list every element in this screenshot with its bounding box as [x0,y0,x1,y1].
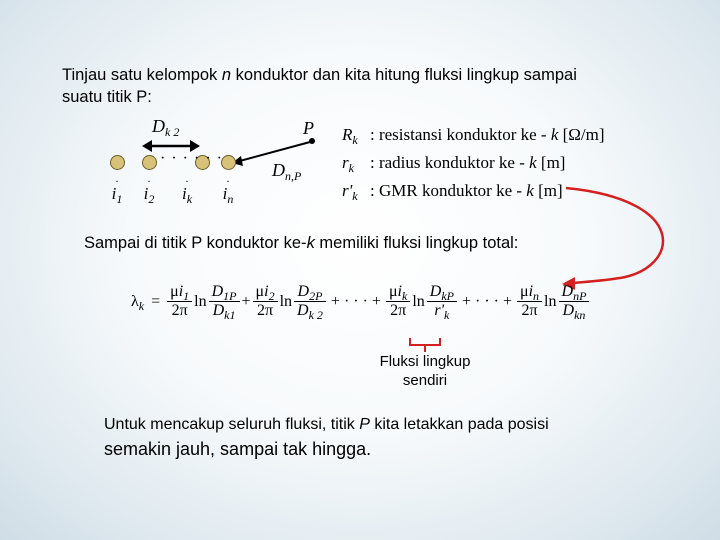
label-dk2: $D_{k 2}$ [152,116,180,139]
statement-text: Sampai di titik P konduktor ke-k memiliki fluksi lingkup total: [84,234,519,252]
eq-ln: ln [412,292,425,310]
red-curve-arrow [566,188,663,283]
current-2: · $i_2$ [143,174,155,206]
diagram-ellipsis: · · · · · · [160,150,223,167]
eq-dots: + · · · + [330,292,381,310]
callout-line-1: Fluksi lingkup [379,353,471,370]
eq-ln: ln [194,292,207,310]
intro-line-2: suatu titik P: [62,88,152,106]
legend-radius: $r_k$ : radius konduktor ke - k [m] [342,153,566,175]
dk2-arrowhead-left [142,140,152,152]
eq-ln: ln [544,292,557,310]
conductor-n [221,155,236,170]
eq-termn-ratio: $\frac{D_{nP}}{D_{kn}}$ [559,283,590,320]
legend-gmr: $r'_k$ : GMR konduktor ke - k [m] [342,181,563,203]
eq-termn-coef: $\frac{\mu i_n}{2\pi}$ [517,283,542,320]
current-k: · $i_k$ [181,174,193,206]
conclusion-text [104,414,684,462]
eq-term2-ratio: $\frac{D_{2P}}{D_{k 2}}$ [294,283,326,320]
eq-term2-coef: $\frac{\mu i_2}{2\pi}$ [253,283,278,320]
self-flux-callout [370,352,480,390]
current-1: · $i_1$ [111,174,123,206]
conclusion-line-2: semakin jauh, sampai tak hingga. [104,439,372,459]
eq-ln: ln [279,292,293,310]
eq-equals: = [151,292,161,310]
eq-termk-coef: $\frac{\mu i_k}{2\pi}$ [386,283,410,320]
callout-line-2: sendiri [402,372,448,389]
eq-term1-coef: $\frac{\mu i_1}{2\pi}$ [167,283,192,320]
dnp-arrow [236,142,310,162]
conductor-2 [142,155,157,170]
eq-plus: + [241,292,251,310]
legend-resistance: $R_k$ : resistansi konduktor ke - k [Ω/m] [342,125,605,147]
eq-dots: + · · · + [461,292,513,310]
label-p: P [303,118,314,138]
eq-termk-ratio: $\frac{D_{kP}}{r'_k}$ [427,283,457,320]
conductor-1 [110,155,125,170]
flux-equation [130,283,590,320]
eq-lhs: $\lambda_k$ [131,292,145,313]
conclusion-line-1: Untuk mencakup seluruh fluksi, titik P kita letakkan pada posisi [104,416,549,433]
label-dnp: $D_{n,P}$ [272,160,302,183]
eq-term1-ratio: $\frac{D_{1P}}{D_{k1}}$ [209,283,240,320]
red-bracket [410,338,440,345]
current-n: · $i_n$ [222,174,234,206]
intro-line-1: Tinjau satu kelompok n konduktor dan kita hitung fluksi lingkup sampai [62,66,577,84]
